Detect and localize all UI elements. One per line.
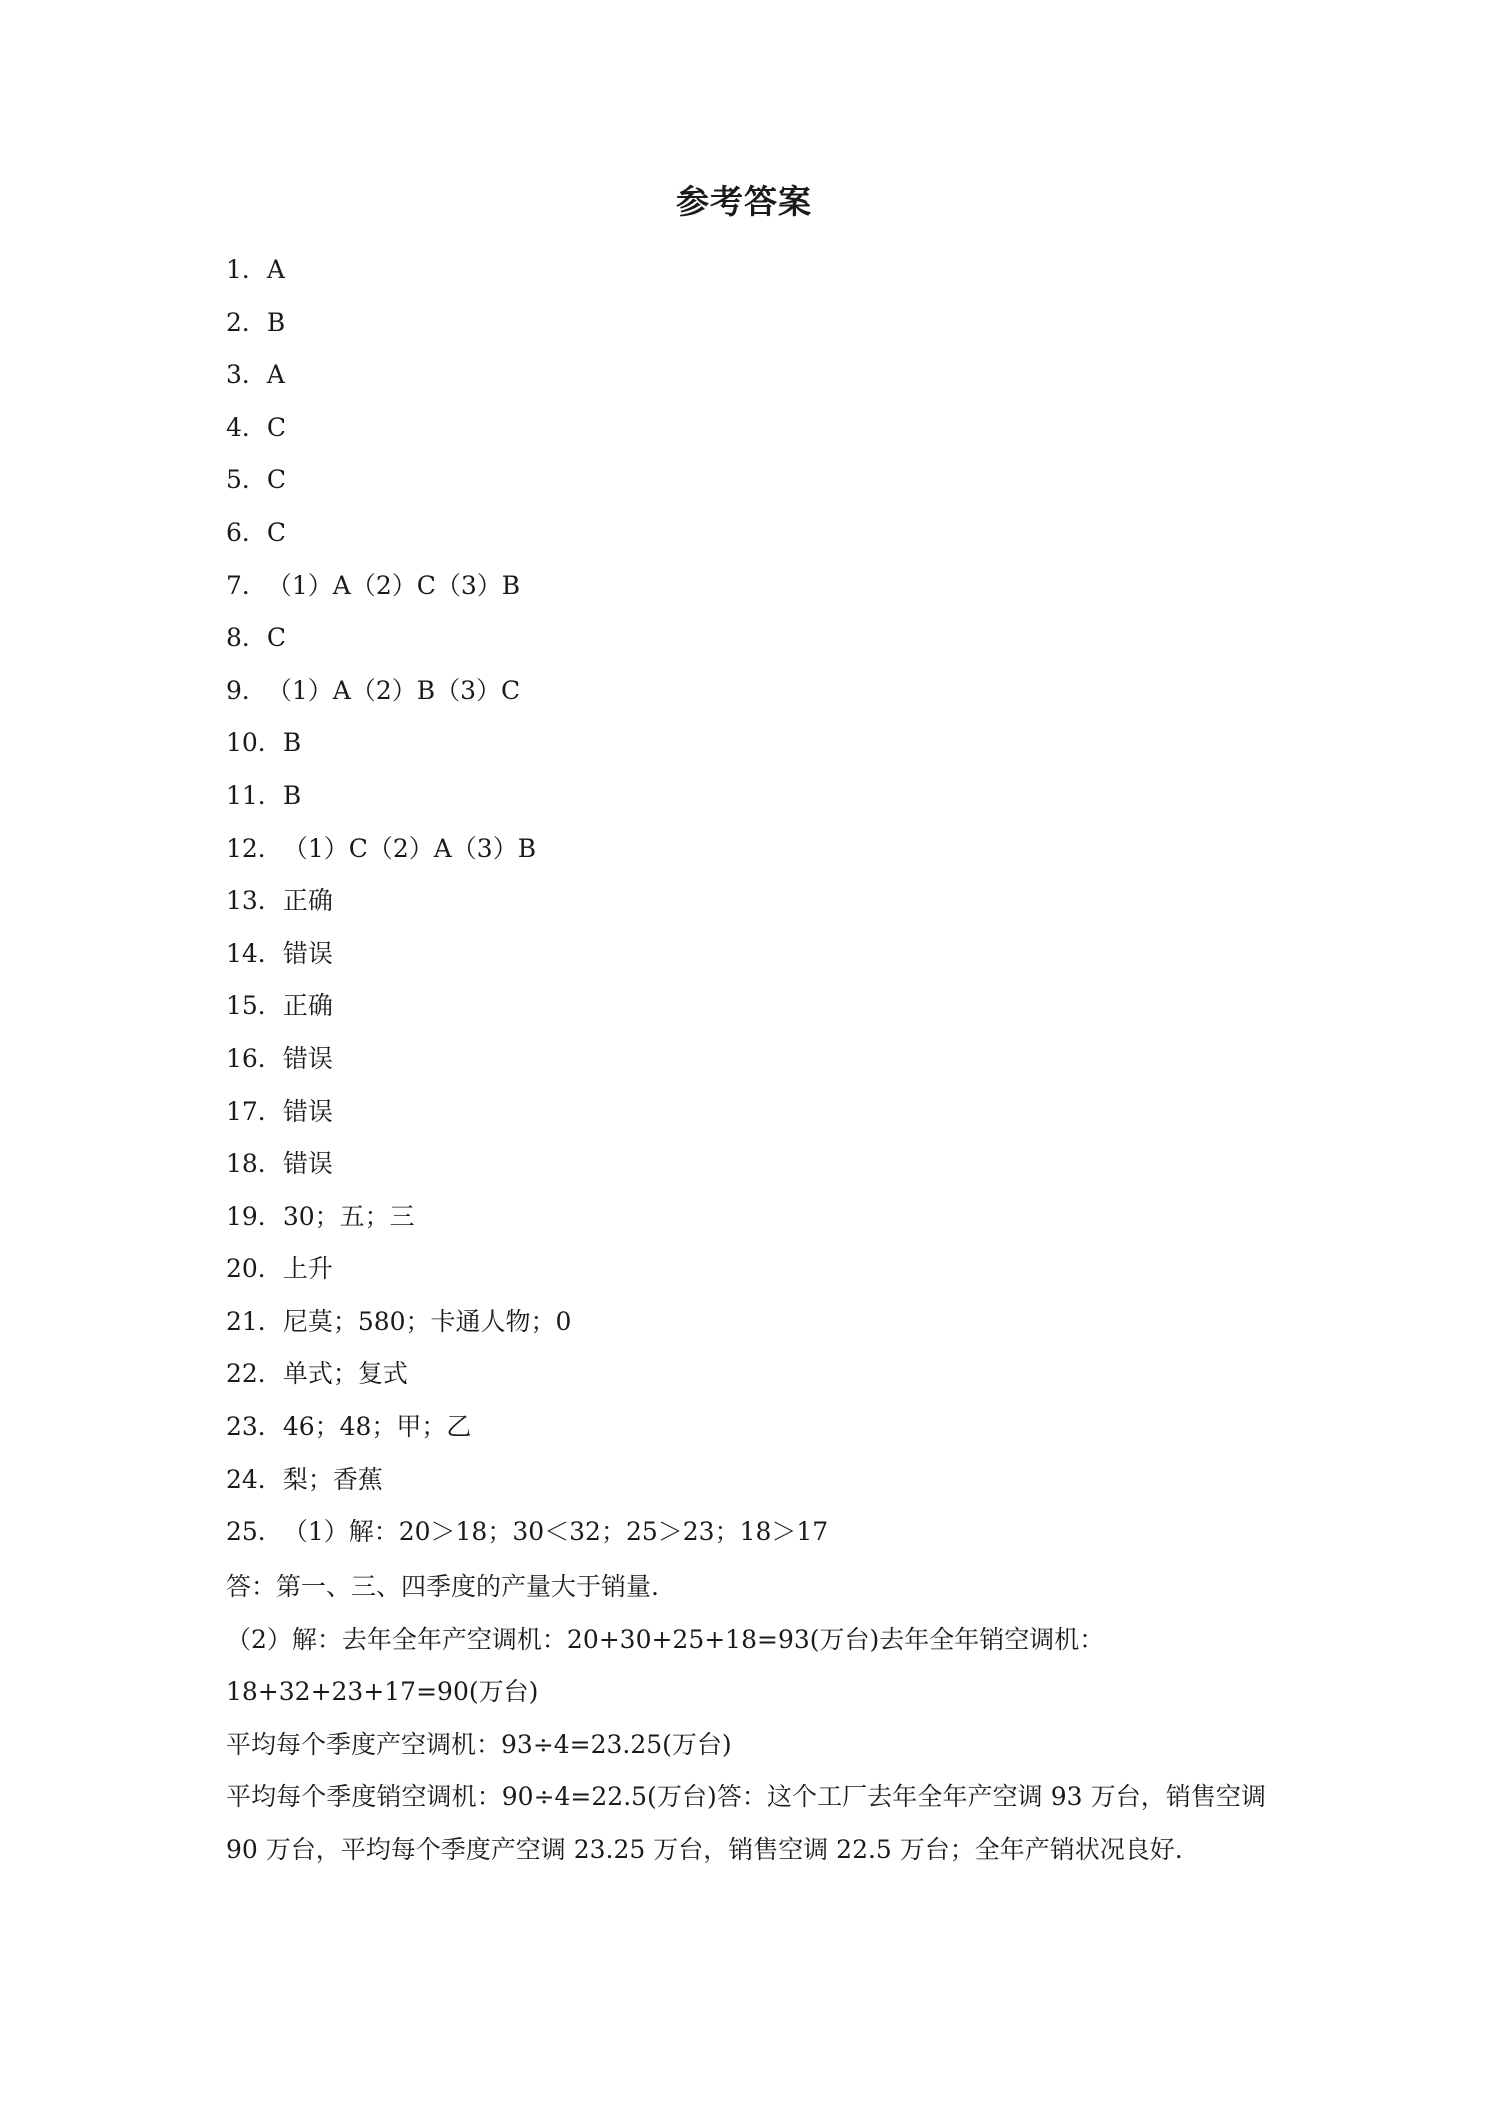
answer-number: 13． [226,886,283,916]
answer-text: 错误 [282,1096,333,1126]
answer-number: 12． [226,833,283,863]
answer-number: 5． [226,465,267,495]
answer-text: C [266,623,287,653]
q25-part2-line3: 平均每个季度产空调机：93÷4=23.25(万台) [226,1729,732,1759]
answer-text: 梨；香蕉 [282,1464,383,1494]
answer-item [226,717,1266,770]
answer-number: 21． [226,1306,283,1336]
answer-number: 15． [226,991,283,1021]
answer-number: 23． [226,1412,283,1442]
answer-text: A [266,255,285,284]
answer-text: C [266,465,287,495]
answer-number: 8． [226,623,267,653]
answer-number: 22． [226,1359,283,1389]
answer-item [226,1033,1266,1086]
answer-text: B [282,780,302,810]
answer-item [226,349,1266,402]
answer-item [226,823,1266,876]
answer-number: 20． [226,1254,283,1284]
answer-item [226,507,1266,560]
answer-number: 1． [226,255,267,284]
answer-text: 单式；复式 [282,1359,408,1389]
answer-number: 6． [226,517,267,547]
answer-text: 46；48；甲；乙 [282,1412,472,1442]
answer-number: 7． [226,570,267,600]
answer-text: （1）A（2）C（3）B [266,570,521,600]
answer-item [226,1191,1266,1244]
answer-text: C [266,412,287,442]
answer-item [226,770,1266,823]
answer-item [226,244,1266,297]
answer-text: 错误 [282,938,333,968]
answer-item [226,1296,1266,1349]
answer-number: 9． [226,675,267,705]
q25-part2-conclusion: 平均每个季度销空调机：90÷4=22.5(万台)答：这个工厂去年全年产空调 93 万台，销售空调 90 万台，平均每个季度产空调 23.25 万台，销售空调 22.5 万台；全年产销状况良好. [226,1782,1266,1864]
answer-item [226,875,1266,928]
answer-number: 11． [226,780,283,810]
answer-item [226,402,1266,455]
answer-text: （1）A（2）B（3）C [266,675,521,705]
answer-item [226,1243,1266,1296]
answer-text: 尼莫；580；卡通人物；0 [282,1306,572,1336]
answer-text: 上升 [282,1254,333,1284]
answer-number: 10． [226,728,283,758]
answer-number: 19． [226,1201,283,1231]
answer-number: 18． [226,1149,283,1179]
answer-item [226,1454,1266,1507]
answer-text: B [266,307,286,337]
answer-item [226,1348,1266,1401]
answer-item [226,665,1266,718]
answer-text: B [282,728,302,758]
answer-item [226,612,1266,665]
answer-text: 正确 [282,886,333,916]
answer-number: 16． [226,1043,283,1073]
answer-text: 错误 [282,1043,333,1073]
answer-number: 2． [226,307,267,337]
answer-text: （1）解：20＞18；30＜32；25＞23；18＞17 [282,1517,829,1547]
answer-item [226,1506,1266,1559]
answer-item [226,297,1266,350]
answer-text: 错误 [282,1149,333,1179]
answer-number: 4． [226,412,267,442]
q25-part2-line2: 18+32+23+17=90(万台) [226,1677,539,1707]
page-title: 参考答案 [676,182,812,221]
answer-text: 30；五；三 [282,1201,415,1231]
answer-number: 24． [226,1464,283,1494]
answer-text: A [266,360,285,390]
answer-list [226,244,1266,1559]
answer-item [226,980,1266,1033]
answer-item [226,928,1266,981]
answer-number: 14． [226,938,283,968]
answer-number: 3． [226,360,267,390]
answer-text: C [266,517,287,547]
answer-text: （1）C（2）A（3）B [282,833,537,863]
answer-item [226,1401,1266,1454]
answer-item [226,1086,1266,1139]
q25-part2-line1: （2）解：去年全年产空调机：20+30+25+18=93(万台)去年全年销空调机： [226,1624,1105,1654]
answer-item [226,1138,1266,1191]
answer-item [226,454,1266,507]
answer-item [226,560,1266,613]
q25-part1-answer: 答：第一、三、四季度的产量大于销量. [226,1572,659,1601]
answer-number: 17． [226,1096,283,1126]
question-25-solution [226,1561,1266,1877]
answer-text: 正确 [282,991,333,1021]
answer-number: 25． [226,1517,283,1547]
